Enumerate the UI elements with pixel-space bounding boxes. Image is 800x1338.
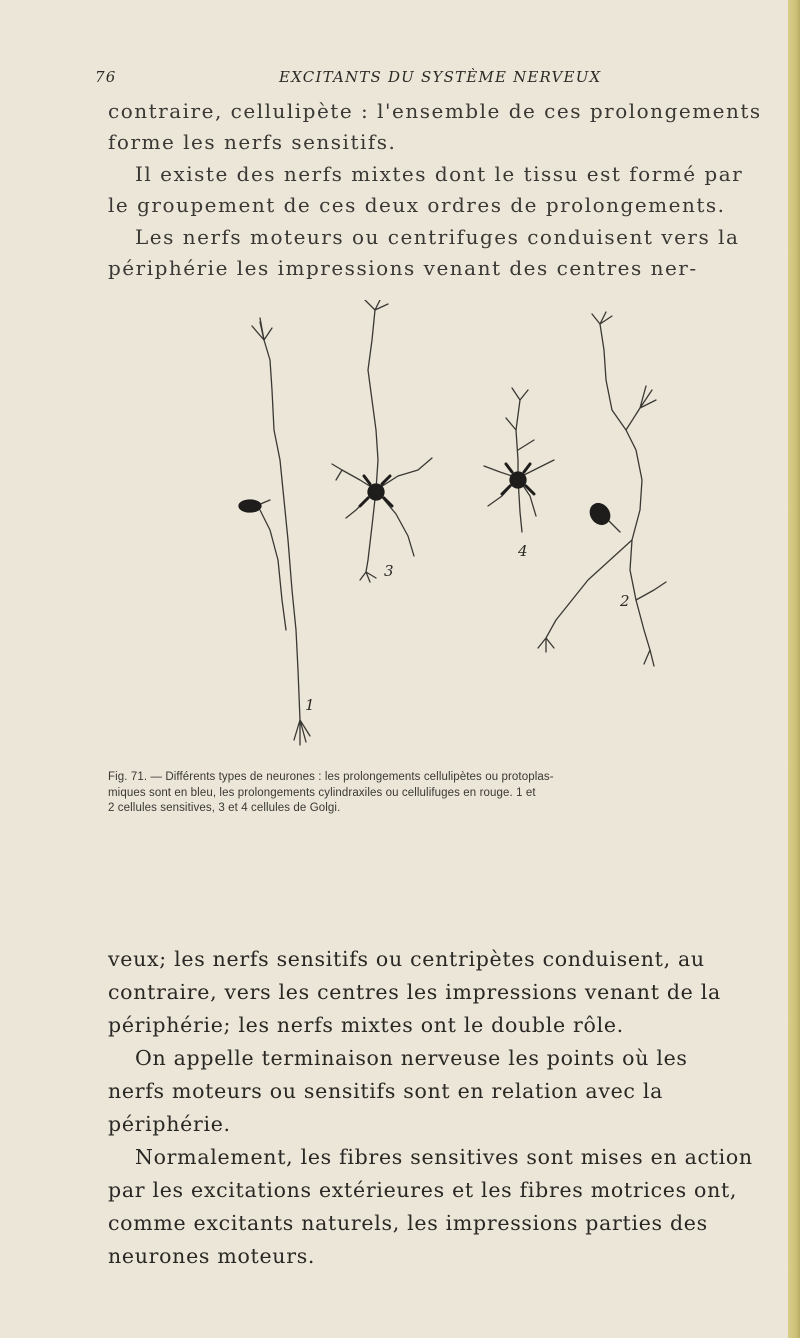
text-line: Normalement, les fibres sensitives sont mises en action	[135, 1145, 753, 1169]
neuron-4	[484, 388, 554, 560]
text-line: Les nerfs moteurs ou centrifuges conduisent vers la	[135, 224, 740, 249]
cell-body-1	[239, 500, 261, 512]
text-line: périphérie.	[108, 1112, 231, 1136]
text-line: On appelle terminaison nerveuse les points où les	[135, 1046, 688, 1070]
text-line: le groupement de ces deux ordres de prolongements.	[108, 193, 726, 218]
text-line: neurones moteurs.	[108, 1244, 316, 1268]
caption-line: 2 cellules sensitives, 3 et 4 cellules de Golgi.	[108, 802, 341, 814]
neuron-1	[239, 318, 315, 745]
neuron-2	[538, 312, 666, 666]
label-1: 1	[305, 696, 315, 714]
neuron-illustration	[200, 300, 700, 760]
text-line: périphérie les impressions venant des centres ner-	[108, 256, 698, 281]
page-edge	[788, 0, 800, 1338]
running-title: EXCITANTS DU SYSTÈME NERVEUX	[279, 68, 602, 86]
cell-body-4	[510, 472, 526, 488]
text-line: forme les nerfs sensitifs.	[108, 130, 397, 155]
cell-body-2	[586, 500, 613, 528]
text-line: périphérie; les nerfs mixtes ont le double rôle.	[108, 1013, 624, 1037]
figure-caption	[108, 770, 728, 817]
neuron-figure	[200, 300, 700, 760]
text-line: comme excitants naturels, les impressions parties des	[108, 1211, 708, 1235]
body-text-bottom	[108, 943, 753, 1273]
caption-line: miques sont en bleu, les prolongements cylindraxiles ou cellulifuges en rouge. 1 et	[108, 786, 536, 799]
cell-body-3	[368, 484, 384, 500]
text-line: par les excitations extérieures et les fibres motrices ont,	[108, 1178, 738, 1202]
caption-line: Fig. 71. — Différents types de neurones : les prolongements cellulipètes ou protoplas-	[108, 771, 554, 783]
body-text-top	[108, 96, 762, 284]
label-3: 3	[384, 562, 394, 580]
text-line: Il existe des nerfs mixtes dont le tissu est formé par	[135, 161, 744, 186]
text-line: nerfs moteurs ou sensitifs sont en relation avec la	[108, 1079, 664, 1103]
neuron-3	[332, 300, 432, 582]
page-number: 76	[95, 68, 117, 86]
label-2: 2	[620, 592, 630, 610]
text-line: veux; les nerfs sensitifs ou centripètes conduisent, au	[108, 947, 705, 971]
running-header	[95, 68, 695, 92]
text-line: contraire, vers les centres les impressions venant de la	[108, 980, 721, 1004]
label-4: 4	[518, 542, 528, 560]
text-line: contraire, cellulipète : l'ensemble de ces prolongements	[108, 99, 762, 123]
